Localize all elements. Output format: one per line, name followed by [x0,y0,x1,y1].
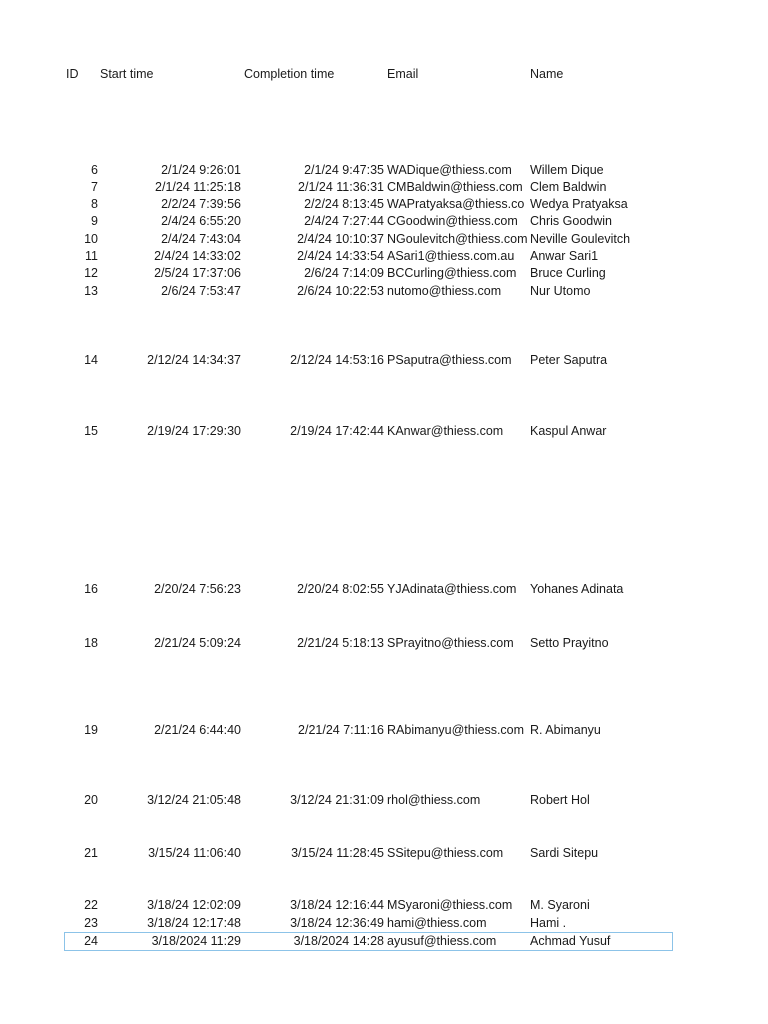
cell-id[interactable]: 6 [91,163,98,177]
header-start-time[interactable]: Start time [100,67,154,81]
cell-id[interactable]: 16 [84,582,98,596]
cell-id[interactable]: 24 [84,934,98,948]
cell-name[interactable]: Anwar Sari1 [530,249,599,263]
table-row[interactable] [60,196,672,213]
cell-email[interactable]: RAbimanyu@thiess.com [387,723,525,737]
cell-email[interactable]: hami@thiess.com [387,916,487,930]
cell-completion-time[interactable]: 2/12/24 14:53:16 [290,353,384,367]
cell-id[interactable]: 21 [84,846,98,860]
cell-email[interactable]: MSyaroni@thiess.com [387,898,513,912]
table-row[interactable] [60,581,672,598]
table-row[interactable] [60,213,672,230]
table-row[interactable] [60,265,672,282]
cell-id[interactable]: 10 [84,232,98,246]
table-row[interactable] [60,845,672,862]
cell-start-time[interactable]: 2/4/24 6:55:20 [161,214,241,228]
cell-completion-time[interactable]: 3/12/24 21:31:09 [290,793,384,807]
cell-name[interactable]: Sardi Sitepu [530,846,599,860]
cell-id[interactable]: 23 [84,916,98,930]
cell-name[interactable]: Willem Dique [530,163,604,177]
table-row[interactable] [60,162,672,179]
cell-name[interactable]: M. Syaroni [530,898,590,912]
table-row[interactable] [60,248,672,265]
cell-name[interactable]: Nur Utomo [530,284,591,298]
cell-completion-time[interactable]: 2/2/24 8:13:45 [304,197,384,211]
cell-start-time[interactable]: 3/18/24 12:17:48 [147,916,241,930]
cell-start-time[interactable]: 2/6/24 7:53:47 [161,284,241,298]
cell-email[interactable]: ayusuf@thiess.com [387,934,497,948]
cell-start-time[interactable]: 2/4/24 14:33:02 [154,249,241,263]
header-completion-time[interactable]: Completion time [244,67,335,81]
cell-email[interactable]: BCCurling@thiess.com [387,266,517,280]
cell-completion-time[interactable]: 3/18/24 12:16:44 [290,898,384,912]
header-id[interactable]: ID [66,67,79,81]
cell-id[interactable]: 13 [84,284,98,298]
cell-email[interactable]: rhol@thiess.com [387,793,481,807]
cell-id[interactable]: 19 [84,723,98,737]
cell-completion-time[interactable]: 3/18/2024 14:28 [293,934,384,948]
cell-start-time[interactable]: 2/21/24 6:44:40 [154,723,241,737]
cell-email[interactable]: KAnwar@thiess.com [387,424,504,438]
cell-completion-time[interactable]: 2/21/24 5:18:13 [297,636,384,650]
cell-completion-time[interactable]: 2/20/24 8:02:55 [297,582,384,596]
cell-name[interactable]: Yohanes Adinata [530,582,624,596]
cell-name[interactable]: Neville Goulevitch [530,232,631,246]
cell-start-time[interactable]: 3/15/24 11:06:40 [148,846,241,860]
table-row[interactable] [60,635,672,652]
cell-completion-time[interactable]: 2/6/24 10:22:53 [297,284,384,298]
cell-email[interactable]: CGoodwin@thiess.com [387,214,518,228]
header-name[interactable]: Name [530,67,564,81]
cell-name[interactable]: Kaspul Anwar [530,424,607,438]
cell-completion-time[interactable]: 2/19/24 17:42:44 [290,424,384,438]
cell-name[interactable]: Wedya Pratyaksa [530,197,628,211]
cell-email[interactable]: nutomo@thiess.com [387,284,502,298]
cell-name[interactable]: R. Abimanyu [530,723,601,737]
cell-completion-time[interactable]: 3/15/24 11:28:45 [291,846,384,860]
cell-id[interactable]: 12 [84,266,98,280]
cell-id[interactable]: 20 [84,793,98,807]
cell-completion-time[interactable]: 2/1/24 9:47:35 [304,163,384,177]
cell-start-time[interactable]: 2/21/24 5:09:24 [154,636,241,650]
cell-start-time[interactable]: 2/1/24 9:26:01 [161,163,241,177]
cell-email[interactable]: PSaputra@thiess.com [387,353,512,367]
cell-name[interactable]: Setto Prayitno [530,636,609,650]
cell-id[interactable]: 9 [91,214,98,228]
cell-name[interactable]: Achmad Yusuf [530,934,611,948]
cell-id[interactable]: 14 [84,353,98,367]
cell-start-time[interactable]: 2/4/24 7:43:04 [161,232,241,246]
cell-start-time[interactable]: 2/20/24 7:56:23 [154,582,241,596]
cell-email[interactable]: WAPratyaksa@thiess.co [387,197,525,211]
table-row[interactable] [60,231,672,248]
cell-start-time[interactable]: 3/18/24 12:02:09 [147,898,241,912]
cell-id[interactable]: 7 [91,180,98,194]
table-row[interactable] [60,792,672,809]
table-row[interactable] [60,915,672,932]
cell-start-time[interactable]: 2/2/24 7:39:56 [161,197,241,211]
cell-start-time[interactable]: 2/12/24 14:34:37 [147,353,241,367]
cell-name[interactable]: Clem Baldwin [530,180,607,194]
cell-email[interactable]: SPrayitno@thiess.com [387,636,514,650]
cell-email[interactable]: WADique@thiess.com [387,163,512,177]
table-row[interactable] [60,352,672,369]
cell-name[interactable]: Peter Saputra [530,353,608,367]
cell-start-time[interactable]: 2/19/24 17:29:30 [147,424,241,438]
cell-id[interactable]: 22 [84,898,98,912]
cell-completion-time[interactable]: 3/18/24 12:36:49 [290,916,384,930]
cell-email[interactable]: CMBaldwin@thiess.com [387,180,523,194]
cell-start-time[interactable]: 2/5/24 17:37:06 [154,266,241,280]
table-row[interactable] [60,179,672,196]
cell-name[interactable]: Robert Hol [530,793,590,807]
cell-completion-time[interactable]: 2/21/24 7:11:16 [298,723,384,737]
cell-completion-time[interactable]: 2/6/24 7:14:09 [304,266,384,280]
table-row-selected[interactable] [65,933,672,950]
table-row[interactable] [60,283,672,300]
cell-email[interactable]: YJAdinata@thiess.com [387,582,517,596]
cell-id[interactable]: 11 [85,249,98,263]
cell-completion-time[interactable]: 2/4/24 10:10:37 [297,232,384,246]
cell-email[interactable]: SSitepu@thiess.com [387,846,504,860]
cell-email[interactable]: NGoulevitch@thiess.com [387,232,528,246]
table-row[interactable] [60,897,672,914]
cell-name[interactable]: Chris Goodwin [530,214,612,228]
cell-completion-time[interactable]: 2/4/24 7:27:44 [304,214,384,228]
cell-start-time[interactable]: 3/18/2024 11:29 [151,934,241,948]
cell-completion-time[interactable]: 2/1/24 11:36:31 [298,180,384,194]
cell-id[interactable]: 15 [84,424,98,438]
header-email[interactable]: Email [387,67,419,81]
cell-email[interactable]: ASari1@thiess.com.au [387,249,515,263]
cell-id[interactable]: 8 [91,197,98,211]
cell-name[interactable]: Hami . [530,916,567,930]
table-row[interactable] [60,423,672,440]
cell-start-time[interactable]: 3/12/24 21:05:48 [147,793,241,807]
cell-completion-time[interactable]: 2/4/24 14:33:54 [297,249,384,263]
cell-start-time[interactable]: 2/1/24 11:25:18 [155,180,241,194]
table-row[interactable] [60,722,672,739]
cell-name[interactable]: Bruce Curling [530,266,606,280]
cell-id[interactable]: 18 [84,636,98,650]
